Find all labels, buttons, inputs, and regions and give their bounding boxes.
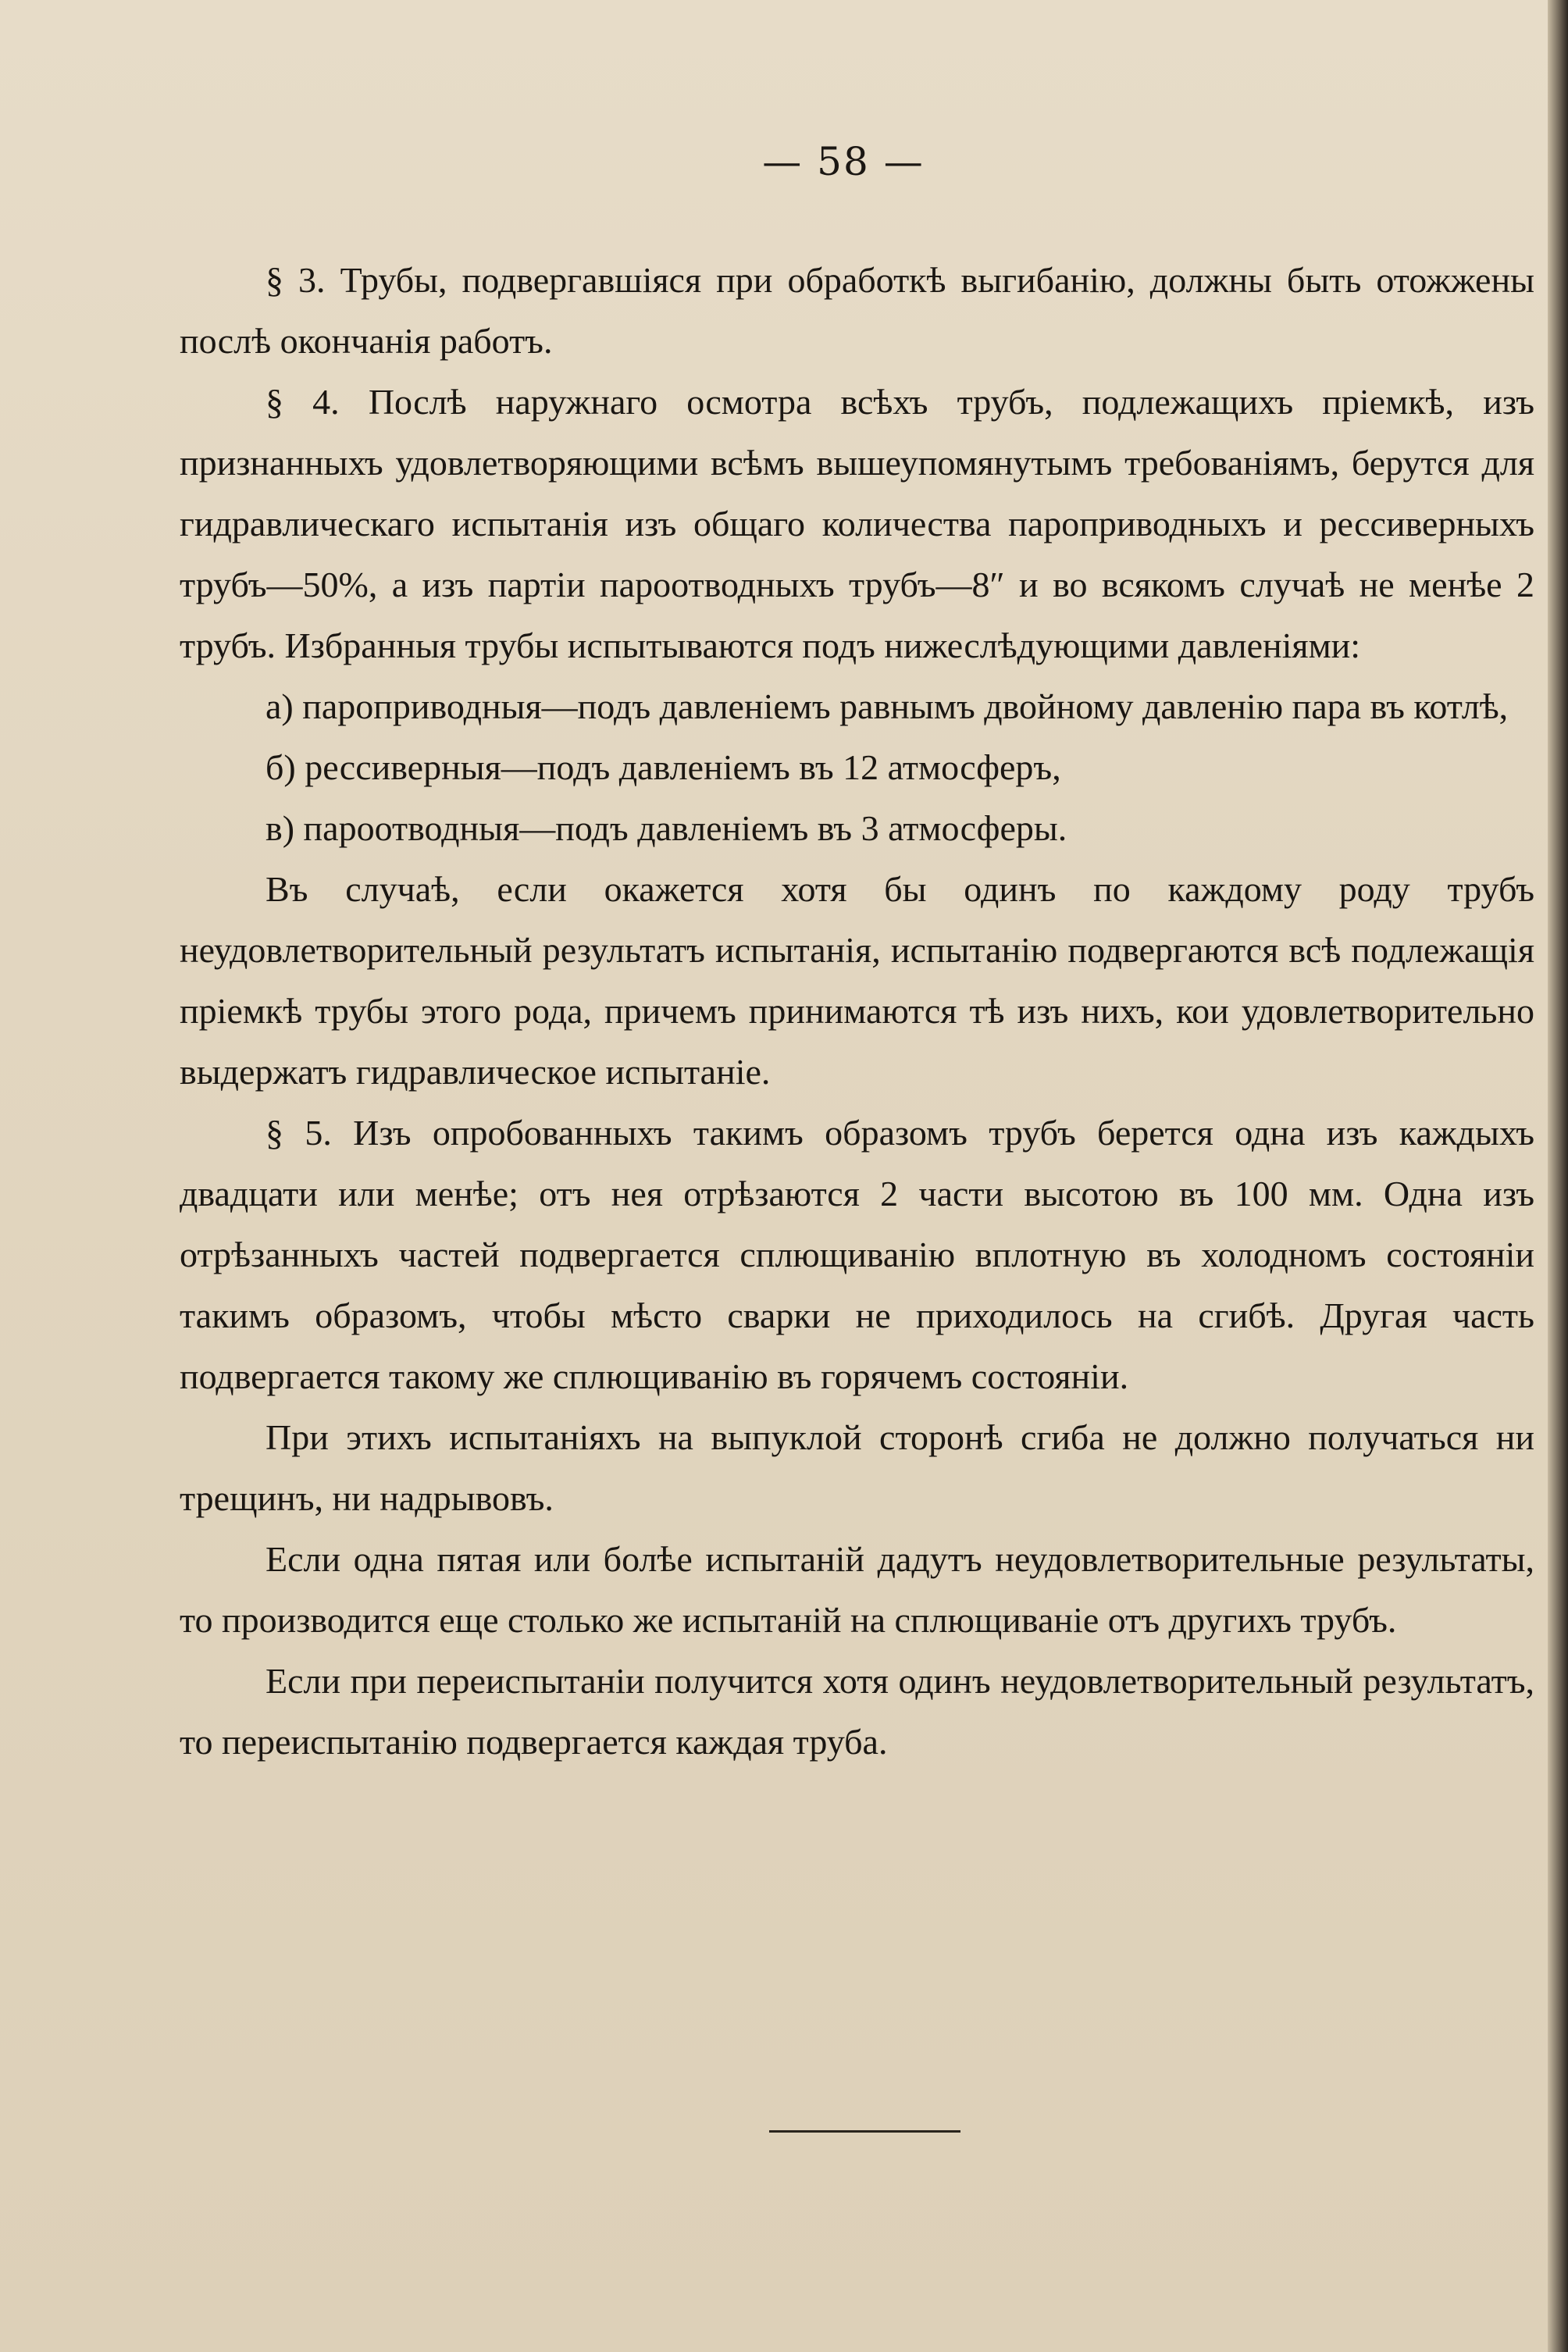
- page-body: [180, 250, 1534, 1773]
- list-item-v: в) пароотводныя—подъ давленіемъ въ 3 атмосферы.: [265, 808, 1067, 848]
- paragraph-failure-case: Въ случаѣ, если окажется хотя бы одинъ по каждому роду трубъ неудовлетворительный результатъ испытанія, испытанію подвергаются всѣ подлежащія пріемкѣ трубы этого рода, причемъ принимаются тѣ изъ нихъ, кои удовлетворительно выдержатъ гидравлическое испытаніе.: [180, 869, 1534, 1092]
- paragraph-section-4: § 4. Послѣ наружнаго осмотра всѣхъ трубъ, подлежащихъ пріемкѣ, изъ признанныхъ удовлетворяющими всѣмъ вышеупомянутымъ требованіямъ, берутся для гидравлическаго испытанія изъ общаго количества пароприводныхъ и рессиверныхъ трубъ—50%, а изъ партіи пароотводныхъ трубъ—8″ и во всякомъ случаѣ не менѣе 2 трубъ. Избранныя трубы испытываются подъ нижеслѣдующими давленіями:: [180, 382, 1534, 665]
- paragraph-retest: Если при переиспытаніи получится хотя одинъ неудовлетворительный результатъ, то переиспытанію подвергается каждая труба.: [180, 1661, 1534, 1762]
- paragraph-section-3: § 3. Трубы, подвергавшіяся при обработкѣ выгибанію, должны быть отожжены послѣ окончанія работъ.: [180, 260, 1534, 361]
- end-separator-line: [769, 2130, 960, 2133]
- list-item-b: б) рессиверныя—подъ давленіемъ въ 12 атмосферъ,: [265, 747, 1061, 787]
- page-edge-shadow: [1548, 0, 1568, 2352]
- paragraph-no-cracks: При этихъ испытаніяхъ на выпуклой сторонѣ сгиба не должно получаться ни трещинъ, ни надрывовъ.: [180, 1417, 1534, 1518]
- paragraph-one-fifth: Если одна пятая или болѣе испытаній дадутъ неудовлетворительные результаты, то производится еще столько же испытаній на сплющиваніе отъ другихъ трубъ.: [180, 1539, 1534, 1640]
- page-number: — 58 —: [762, 139, 925, 184]
- list-item-a: а) пароприводныя—подъ давленіемъ равнымъ двойному давленію пара въ котлѣ,: [265, 686, 1509, 726]
- paragraph-section-5: § 5. Изъ опробованныхъ такимъ образомъ трубъ берется одна изъ каждыхъ двадцати или менѣе; отъ нея отрѣзаются 2 части высотою въ 100 мм. Одна изъ отрѣзанныхъ частей подвергается сплющиванію вплотную въ холодномъ состояніи такимъ образомъ, чтобы мѣсто сварки не приходилось на сгибѣ. Другая часть подвергается такому же сплющиванію въ горячемъ состояніи.: [180, 1113, 1534, 1396]
